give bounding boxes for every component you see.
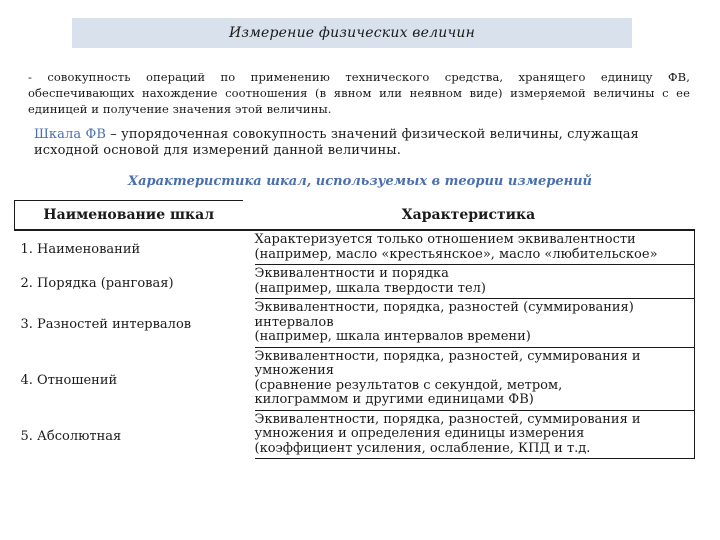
- scales-table: [14, 200, 695, 459]
- scale-characteristic: [243, 348, 695, 411]
- scale-name: 5. Абсолютная: [20, 428, 122, 444]
- header-characteristic: Характеристика: [243, 201, 695, 231]
- characteristic-line: (коэффициент усиления, ослабление, КПД и т.д.: [254, 440, 591, 456]
- table-row: [15, 348, 695, 411]
- scale-name: 1. Наименований: [20, 242, 141, 257]
- characteristic-line: умножения: [254, 363, 334, 378]
- characteristic-line: Эквивалентности, порядка, разностей, суммирования и: [254, 348, 641, 364]
- slide-title: Измерение физических величин: [72, 18, 632, 48]
- scale-name: 3. Разностей интервалов: [20, 317, 192, 333]
- characteristic-line: умножения и определения единицы измерения: [254, 426, 585, 441]
- table-header-row: [15, 201, 695, 231]
- table-row: [15, 265, 695, 299]
- characteristic-line: Эквивалентности, порядка, разностей, суммирования и: [254, 411, 641, 427]
- characteristic-line: Эквивалентности и порядка: [254, 266, 449, 281]
- characteristic-line: Эквивалентности, порядка, разностей (суммирования): [254, 300, 634, 315]
- scale-definition: [34, 127, 690, 159]
- characteristic-line: килограммом и другими единицами ФВ): [254, 392, 534, 407]
- scale-characteristic: [243, 411, 695, 460]
- scale-name: 4. Отношений: [20, 373, 118, 388]
- table-row: [15, 411, 695, 460]
- scale-definition-text: – упорядоченная совокупность значений физической величины, служащая исходной основой для измерений данной величины.: [34, 127, 639, 158]
- measurement-definition: - совокупность операций по применению технического средства, хранящего единицу ФВ, обеспечивающих нахождение соотношения (в явном или неявном виде) измеряемой величины с ее единицей и получение значения этой величины.: [28, 70, 690, 116]
- characteristic-line: (например, масло «крестьянское», масло «любительское»: [254, 246, 658, 262]
- scale-characteristic: [243, 265, 695, 299]
- characteristic-line: Характеризуется только отношением эквивалентности: [254, 232, 636, 247]
- table-row: [15, 230, 695, 265]
- table-row: [15, 299, 695, 348]
- scale-characteristic: [243, 230, 695, 265]
- characteristic-line: (сравнение результатов с секундой, метром,: [254, 377, 563, 393]
- characteristic-line: (например, шкала твердости тел): [254, 280, 486, 296]
- scale-characteristic: [243, 299, 695, 348]
- characteristic-line: (например, шкала интервалов времени): [254, 329, 531, 344]
- characteristic-line: интервалов: [254, 314, 334, 330]
- scale-name: 2. Порядка (ранговая): [20, 276, 174, 291]
- table-caption: Характеристика шкал, используемых в теории измерений: [128, 174, 592, 189]
- header-scale-name: Наименование шкал: [15, 201, 243, 231]
- scale-term: Шкала ФВ: [34, 127, 106, 142]
